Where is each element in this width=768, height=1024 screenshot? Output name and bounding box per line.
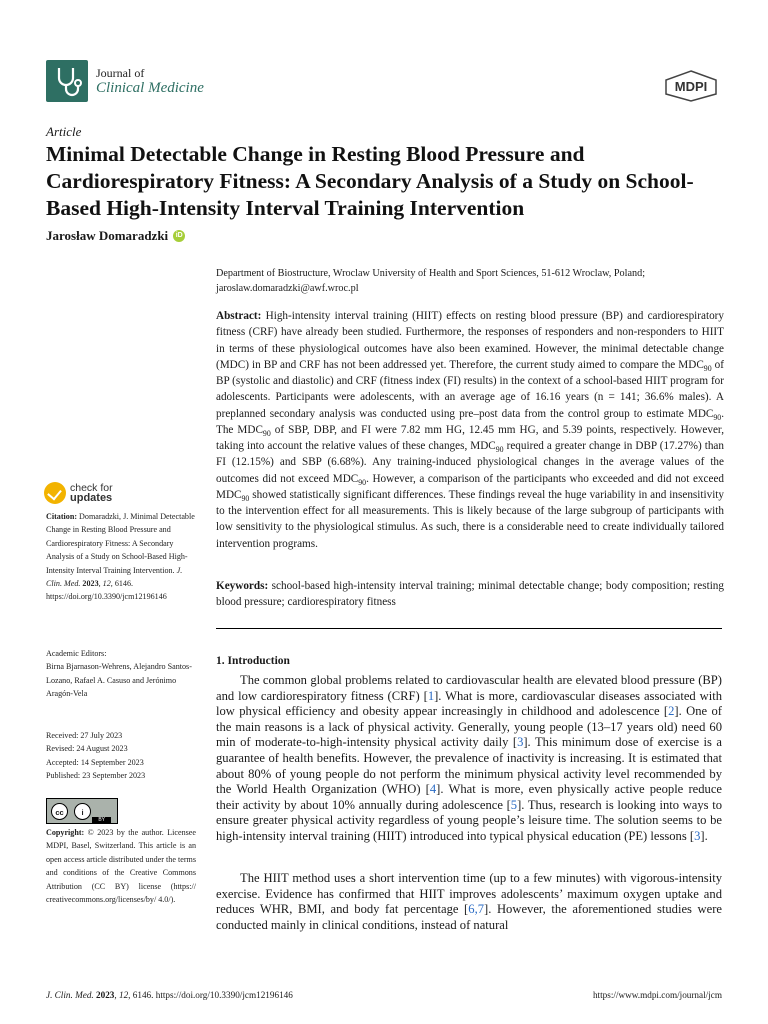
- reference-link[interactable]: 6,7: [468, 902, 485, 917]
- journal-name: Clinical Medicine: [96, 80, 204, 96]
- editors-label: Academic Editors:: [46, 649, 107, 658]
- keywords-label: Keywords:: [216, 580, 269, 592]
- check-updates-line1: check for: [70, 482, 113, 494]
- reference-link[interactable]: 1: [427, 688, 435, 703]
- affiliation-line: Department of Biostructure, Wroclaw University of Health and Sport Sciences, 51-612 Wroclaw, Poland;: [216, 268, 646, 279]
- reference-link[interactable]: 4: [429, 782, 437, 797]
- mdpi-logo-text: MDPI: [674, 79, 708, 94]
- date-accepted: Accepted: 14 September 2023: [46, 757, 144, 767]
- reference-link[interactable]: 2: [668, 704, 675, 719]
- body-paragraph: The common global problems related to cardiovascular health are elevated blood pressure (BP) and low cardiorespiratory fitness (CRF) [1]. What is more, cardiovascular diseases associated with low physical efficiency and obesity appear increasingly in childhood and adolescence [2]. One of the main reasons is a lack of physical activity. Generally, young people (13–17 years old) need 60 min of moderate-to-high-intensity physical activity daily [3]. This minimum dose of exercise is a guarantee of health benefits. However, the prevalence of inactivity is increasing. It is estimated that about 80% of young people do not perform the minimum physical activity level recommended by the World Health Organization (WHO) [4]. What is more, even physically active people reduce their activity by about 10% annually during adolescence [5]. Thus, research is looking into ways to ensure greater physical activity regardless of young people’s leisure time. The solution seems to be high-intensity interval training (HIIT) introduced into typical physical education (PE) lessons [3].: [216, 673, 722, 843]
- date-published: Published: 23 September 2023: [46, 771, 146, 781]
- dates-block: [46, 729, 196, 783]
- article-title: Minimal Detectable Change in Resting Blood Pressure and Cardiorespiratory Fitness: A Secondary Analysis of a Study on School-Based High-Intensity Interval Training Intervention: [46, 142, 694, 220]
- stethoscope-icon: [46, 60, 88, 102]
- section-divider: [216, 628, 722, 629]
- editors-names: Birna Bjarnason-Wehrens, Alejandro Santos-Lozano, Rafael A. Casuso and Jerónimo Aragón-Vela: [46, 662, 192, 699]
- footer-citation: J. Clin. Med. 2023, 12, 6146. https://doi.org/10.3390/jcm12196146: [46, 990, 293, 1000]
- abstract: Abstract: High-intensity interval training (HIIT) effects on resting blood pressure (BP) and cardiorespiratory fitness (CRF) have already been studied. Furthermore, the responses of responders and non-responders to HIIT in terms of these physiological outcomes have also been examined. However, the minimal detectable change (MDC) in BP and CRF has not been addressed yet. Therefore, the current study aimed to compare the $MDC_{90}$ of BP (systolic and diastolic) and CRF (fitness index (FI) results) in the context of a school-based HIIT program for adolescents. Participants were adolescents, with an average age of 16.16 years (n = 141; 36.6% males). A preplanned secondary analysis was conducted using pre–post data from the control group to estimate $MDC_{90}$. The $MDC_{90}$ of SBP, DBP, and FI were 7.82 mm HG, 12.45 mm HG, and 5.39 points, respectively. However, taking into account the relative values of these changes, $MDC_{90}$ required a greater change in DBP (17.27%) than FI (12.15%) and SBP (6.68%). Any training-induced physiological changes in the average values of the outcomes did not exceed $MDC_{90}$. However, a comparison of the participants who exceeded and did not exceed $MDC_{90}$ showed statistically significant differences. These findings reveal the huge variability in and insensitivity to the intervention effect for all measurements. This is likely because of the large subgroup of participants with low sensitivity to the physiological stimulus. As such, there is a considerable need to create individually tailored intervention programs.: [216, 310, 724, 550]
- creative-commons-icon: cc: [51, 803, 68, 820]
- date-revised: Revised: 24 August 2023: [46, 744, 128, 754]
- keywords: Keywords: school-based high-intensity interval training; minimal detectable change; body composition; resting blood pressure; cardiorespiratory fitness: [216, 580, 724, 609]
- section-heading-introduction: 1. Introduction: [216, 655, 290, 667]
- affiliation: [216, 266, 726, 296]
- check-icon: [44, 482, 66, 504]
- academic-editors: [46, 647, 196, 701]
- copyright-notice: Copyright: © 2023 by the author. Licensee MDPI, Basel, Switzerland. This article is an open access article distributed under the terms and conditions of the Creative Commons Attribution (CC BY) license (https:// creativecommons.org/licenses/by/ 4.0/).: [46, 828, 196, 905]
- reference-link[interactable]: 3: [694, 828, 701, 843]
- journal-logo: [46, 60, 88, 102]
- reference-link[interactable]: 5: [510, 797, 518, 812]
- author-line: [46, 228, 185, 244]
- journal-of-label: Journal of: [96, 66, 145, 80]
- mdpi-logo: [664, 70, 718, 102]
- cc-by-license-badge[interactable]: [46, 798, 118, 824]
- footer-journal-url[interactable]: https://www.mdpi.com/journal/jcm: [592, 990, 722, 1000]
- reference-link[interactable]: 3: [517, 735, 524, 750]
- affiliation-email[interactable]: jaroslaw.domaradzki@awf.wroc.pl: [216, 283, 359, 294]
- attribution-person-icon: i: [74, 803, 91, 820]
- check-for-updates-button[interactable]: [44, 482, 113, 504]
- citation-block: Citation: Domaradzki, J. Minimal Detectable Change in Resting Blood Pressure and Cardiorespiratory Fitness: A Secondary Analysis of a Study on School-Based High-Intensity Interval Training Intervention. J. Clin. Med. 2023, 12, 6146. https://doi.org/10.3390/jcm12196146: [46, 512, 195, 602]
- cc-by-label: BY: [92, 817, 111, 823]
- article-type: Article: [46, 124, 82, 139]
- check-updates-line2: updates: [70, 492, 113, 504]
- body-paragraph: The HIIT method uses a short intervention time (up to a few minutes) with vigorous-intensity exercise. Evidence has confirmed that HIIT improves adolescents’ maximum oxygen uptake and reduces WHR, BMI, and body fat percentage [6,7]. However, the aforementioned studies were conducted mainly in clinical conditions, instead of natural: [216, 871, 723, 932]
- abstract-label: Abstract:: [216, 310, 262, 322]
- orcid-icon[interactable]: iD: [173, 230, 185, 242]
- date-received: Received: 27 July 2023: [46, 731, 123, 740]
- author-name: Jarosław Domaradzki: [46, 228, 169, 243]
